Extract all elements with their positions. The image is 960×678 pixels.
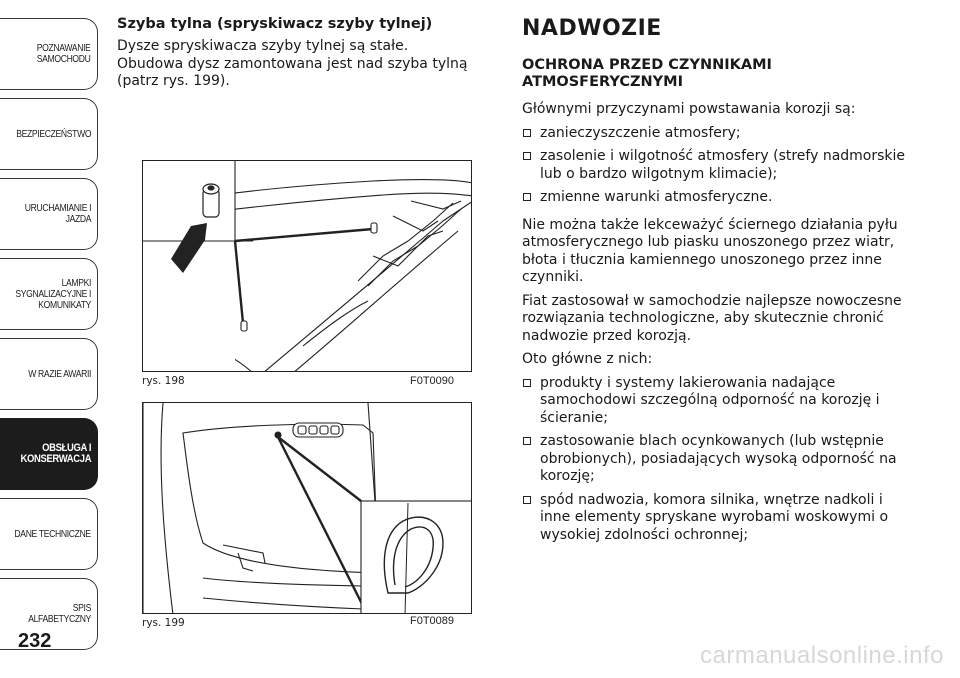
causes-list [522,125,912,207]
tab-obsluga-konserwacja[interactable] [0,418,98,490]
section-subtitle: OCHRONA PRZED CZYNNIKAMI ATMOSFERYCZNYMI [522,57,772,90]
figure-199-caption: rys. 199 [142,617,185,629]
figure-199 [142,402,472,614]
tab-dane-techniczne[interactable] [0,498,98,570]
list-item: spód nadwozia, komora silnika, wnętrze nadkoli i inne elementy spryskane wyrobami woskowymi o wysokiej zdolności ochronnej; [522,492,912,545]
tab-label: SPIS ALFABETYCZNY [28,603,91,625]
figure-198 [142,160,472,372]
tab-lampki-sygnalizacyjne[interactable] [0,258,98,330]
tab-label: LAMPKI SYGNALIZACYJNE I KOMUNIKATY [15,277,91,311]
figure-198-caption: rys. 198 [142,375,185,387]
tab-label: OBSŁUGA I KONSERWACJA [20,442,91,465]
right-column [522,16,912,554]
solutions-list [522,375,912,545]
tab-label: URUCHAMIANIE I JAZDA [24,203,91,225]
rear-washer-paragraph: Dysze spryskiwacza szyby tylnej są stałe. Obudowa dysz zamontowana jest nad szyba tylną (patrz rys. 199). [117,38,468,89]
tab-label: W RAZIE AWARII [28,368,91,380]
list-item: zastosowanie blach ocynkowanych (lub wstępnie obrobionych), posiadających wysoką odporność na korozję; [522,433,912,486]
tab-label: DANE TECHNICZNE [14,528,91,540]
watermark: carmanualsonline.info [700,642,944,669]
page-number: 232 [18,630,52,652]
figure-198-code: F0T0090 [410,375,455,387]
left-column [117,16,477,97]
tab-label: BEZPIECZEŃSTWO [16,128,91,140]
rear-washer-nozzle-illustration [143,161,472,372]
fiat-paragraph: Fiat zastosował w samochodzie najlepsze nowoczesne rozwiązania technologiczne, aby skutecznie chronić nadwozie przed korozją. [522,292,902,344]
tab-bezpieczenstwo[interactable] [0,98,98,170]
figure-199-code: F0T0089 [410,615,455,627]
abrasion-paragraph: Nie można także lekceważyć ściernego działania pyłu atmosferycznego lub piasku unoszonego przez wiatr, błota i tłucznia kamiennego unoszonego przez inne czynniki. [522,216,898,285]
tab-w-razie-awarii[interactable] [0,338,98,410]
tab-uruchamianie-jazda[interactable] [0,178,98,250]
rear-washer-subheading: Szyba tylna (spryskiwacz szyby tylnej) [117,16,433,32]
causes-intro: Głównymi przyczynami powstawania korozji są: [522,101,856,117]
list-item: zmienne warunki atmosferyczne. [522,189,912,207]
section-title: NADWOZIE [522,16,662,41]
solutions-intro: Oto główne z nich: [522,351,653,367]
rear-door-nozzle-illustration [143,403,472,614]
tab-label: POZNAWANIE SAMOCHODU [37,43,91,65]
list-item: zanieczyszczenie atmosfery; [522,125,912,143]
list-item: zasolenie i wilgotność atmosfery (strefy nadmorskie lub o bardzo wilgotnym klimacie); [522,148,912,183]
list-item: produkty i systemy lakierowania nadające samochodowi szczególną odporność na korozję i ścieranie; [522,375,912,428]
tab-poznawanie-samochodu[interactable] [0,18,98,90]
